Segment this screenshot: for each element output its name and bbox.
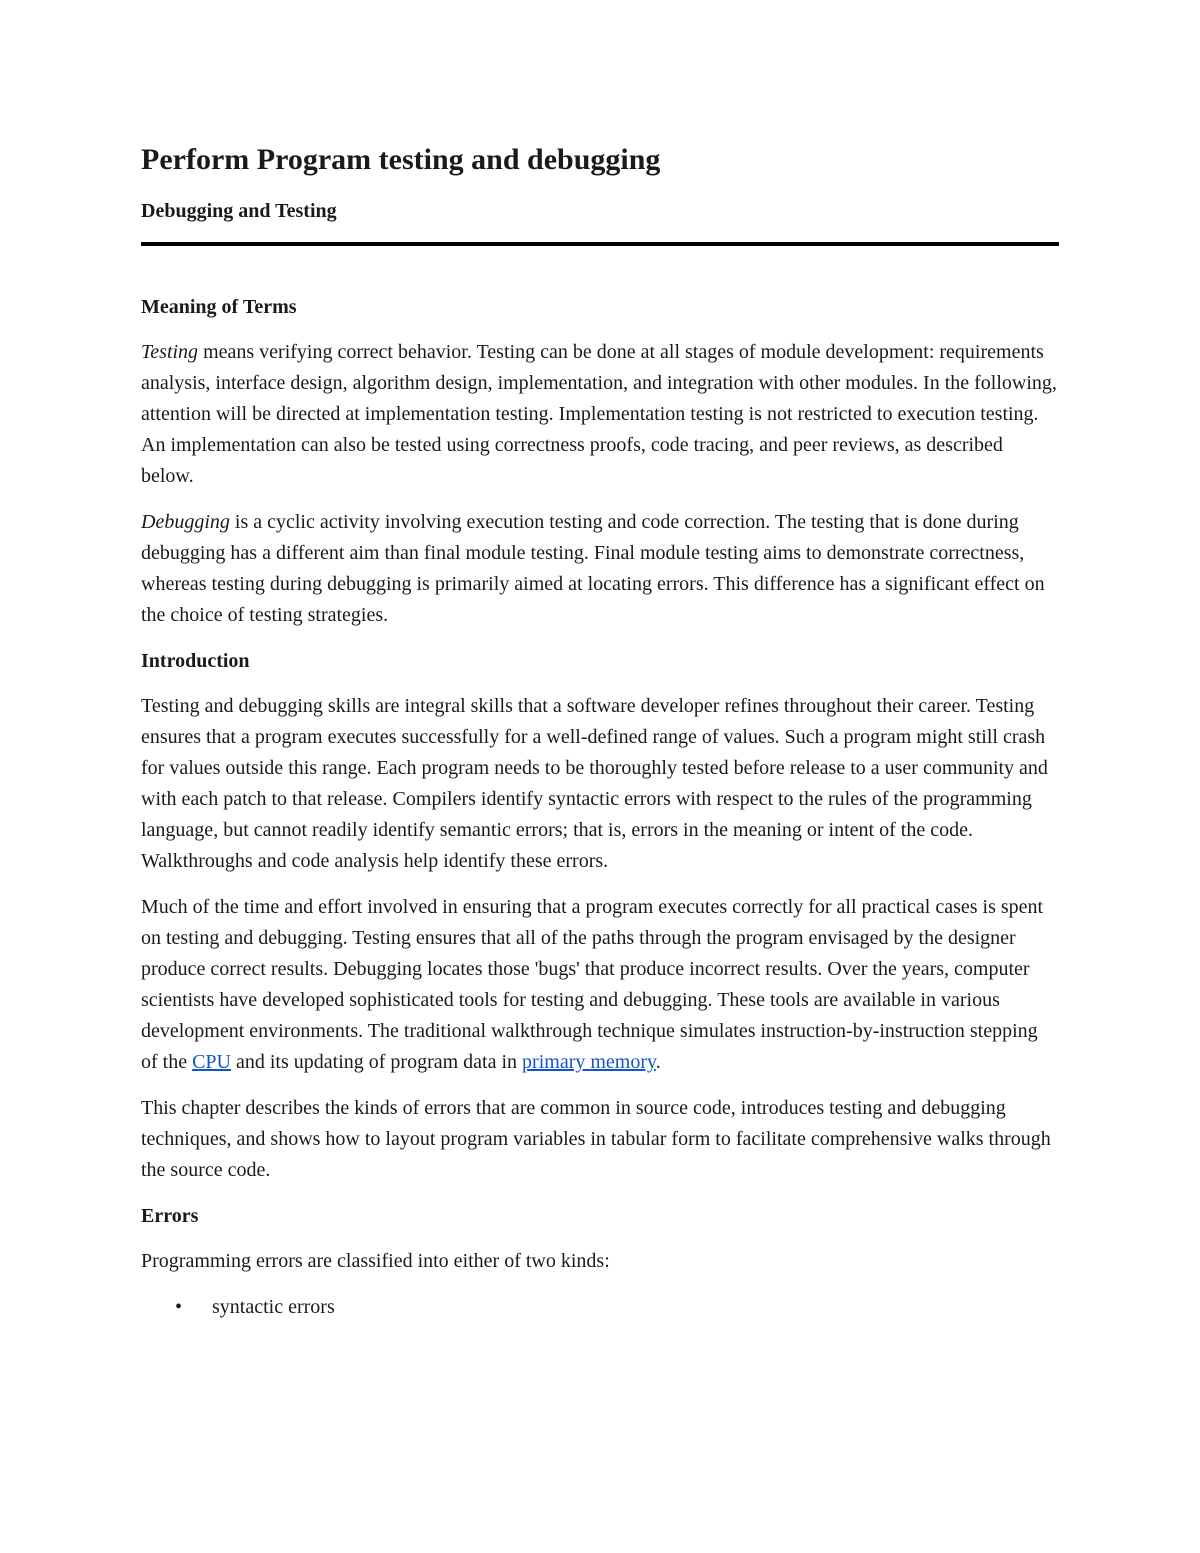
term-testing: Testing (141, 341, 199, 363)
page-title: Perform Program testing and debugging (141, 143, 661, 176)
intro-2-text-a: Much of the time and effort involved in ensuring that a program executes correctly for all practical cases is spent on testing and debugging. Testing ensures that all of the paths through the program envisaged by the designer produce correct results. Debugging locates those 'bugs' that produce incorrect results. Over the years, computer scientists have developed sophisticated tools for testing and debugging. These tools are available in various development environments. The traditional walkthrough technique simulates instruction-by-instruction stepping of the (141, 896, 1044, 1073)
heading-errors: Errors (141, 1205, 199, 1227)
primary-memory-link[interactable]: primary memory (522, 1051, 656, 1073)
bullet-icon: • (175, 1296, 183, 1318)
paragraph-intro-2 (141, 892, 1059, 1078)
heading-introduction: Introduction (141, 650, 250, 672)
intro-2-text-c: . (655, 1051, 661, 1073)
errors-list (141, 1292, 1059, 1323)
document-page (141, 138, 1059, 1323)
paragraph-intro-3: This chapter describes the kinds of errors that are common in source code, introduces testing and debugging techniques, and shows how to layout program variables in tabular form to facilitate comprehensive walks through the source code. (141, 1097, 1051, 1181)
term-debugging: Debugging (141, 511, 230, 533)
list-item (141, 1292, 1059, 1323)
debugging-definition-text: is a cyclic activity involving execution testing and code correction. The testing that is done during debugging has a different aim than final module testing. Final module testing aims to demonstrate correctness, whereas testing during debugging is primarily aimed at locating errors. This difference has a significant effect on the choice of testing strategies. (141, 511, 1045, 626)
cpu-link[interactable]: CPU (192, 1051, 231, 1073)
heading-meaning-of-terms: Meaning of Terms (141, 296, 297, 318)
testing-definition-text: means verifying correct behavior. Testing can be done at all stages of module development: requirements analysis, interface design, algorithm design, implementation, and integration with other modules. In the following, attention will be directed at implementation testing. Implementation testing is not restricted to execution testing. An implementation can also be tested using correctness proofs, code tracing, and peer reviews, as described below. (141, 341, 1057, 487)
list-item-text: syntactic errors (212, 1296, 335, 1318)
paragraph-debugging-definition (141, 507, 1059, 631)
paragraph-intro-1: Testing and debugging skills are integral skills that a software developer refines throughout their career. Testing ensures that a program executes successfully for a well-defined range of values. Such a program might still crash for values outside this range. Each program needs to be thoroughly tested before release to a user community and with each patch to that release. Compilers identify syntactic errors with respect to the rules of the programming language, but cannot readily identify semantic errors; that is, errors in the meaning or intent of the code. Walkthroughs and code analysis help identify these errors. (141, 695, 1048, 872)
horizontal-rule (141, 242, 1059, 246)
paragraph-errors-intro: Programming errors are classified into either of two kinds: (141, 1250, 610, 1272)
paragraph-testing-definition (141, 337, 1059, 492)
intro-2-text-b: and its updating of program data in (231, 1051, 523, 1073)
page-subtitle: Debugging and Testing (141, 200, 337, 222)
